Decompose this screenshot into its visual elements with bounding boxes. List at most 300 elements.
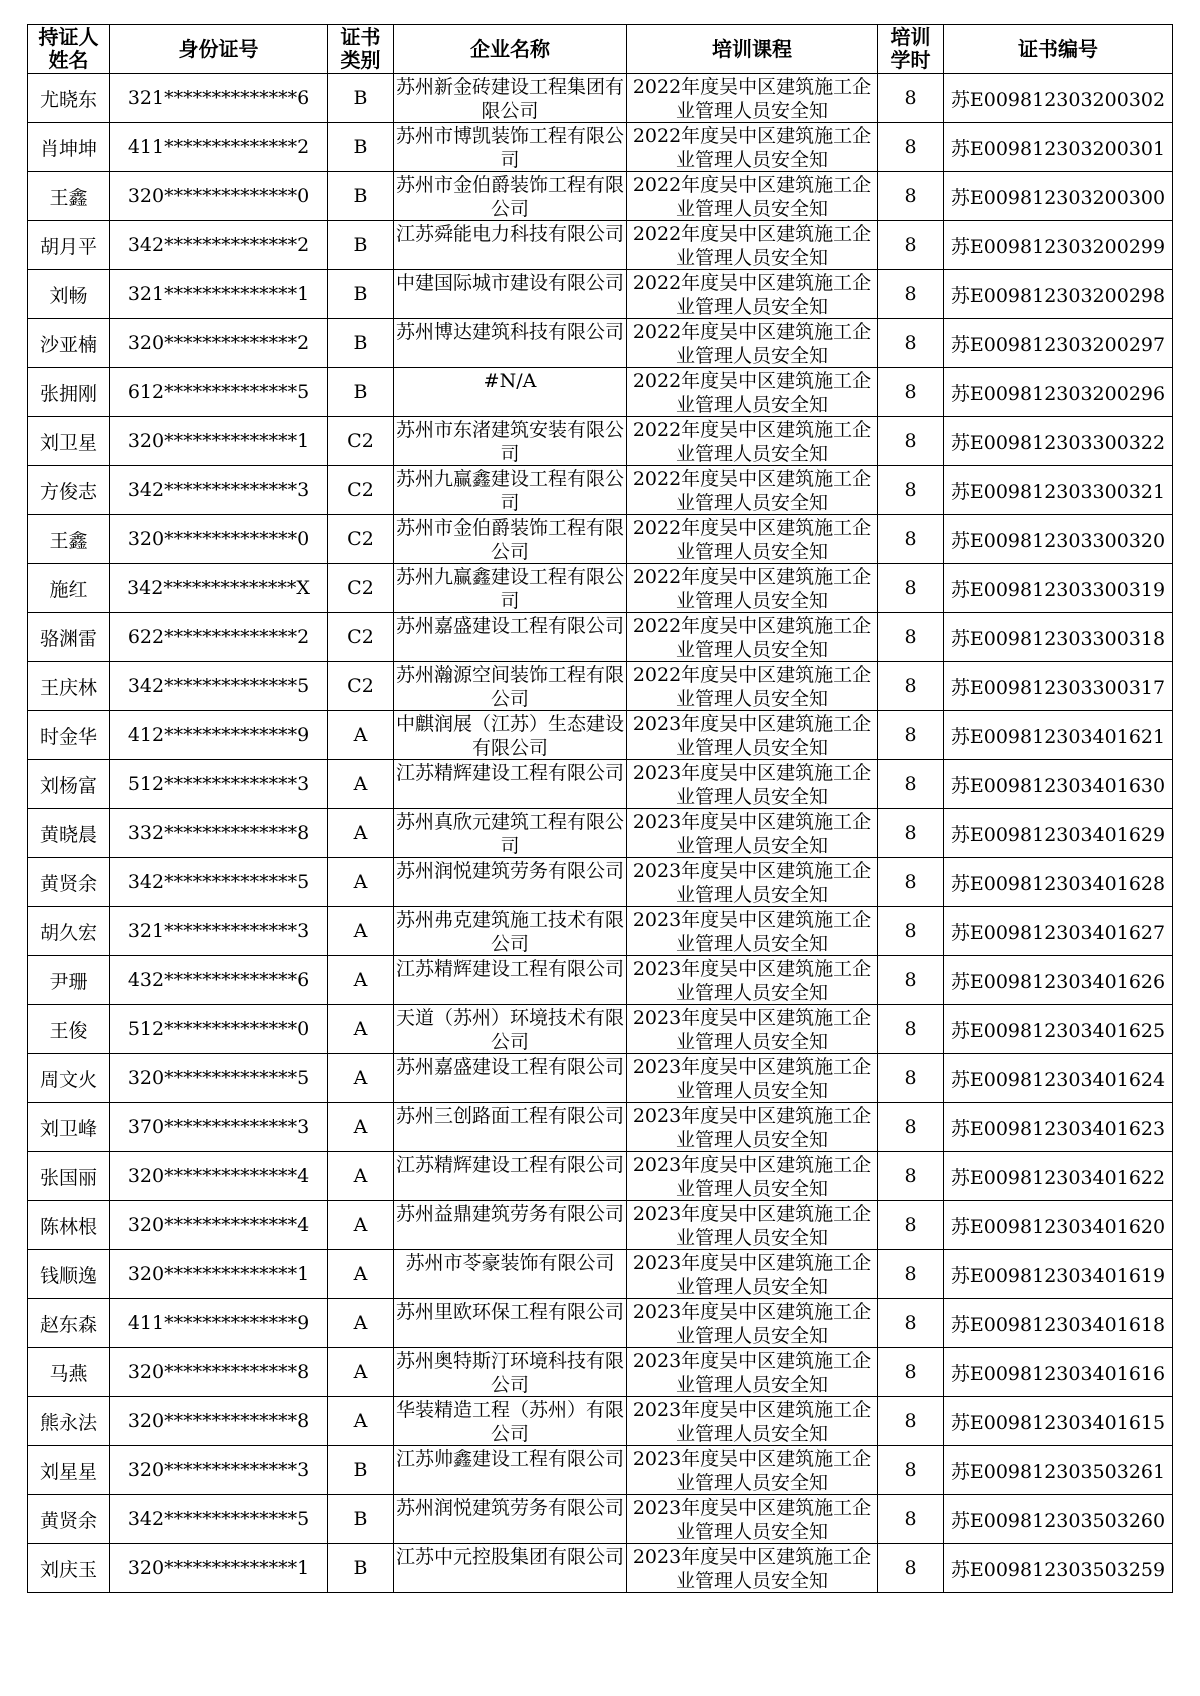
hours-cell: 8 [878,1152,944,1201]
table-body [28,74,1173,1593]
holder-name-cell: 黄贤余 [28,1495,110,1544]
company-cell [394,270,627,319]
category-cell: A [328,1299,394,1348]
category-cell: C2 [328,466,394,515]
course-cell [627,956,878,1005]
company-text: 苏州九赢鑫建设工程有限公司 [395,566,624,612]
certificate-table [27,24,1173,1593]
course-cell [627,1348,878,1397]
category-cell: B [328,74,394,123]
header-row [28,25,1173,74]
certificate-number-cell: 苏E009812303401625 [944,1005,1173,1054]
table-row [28,319,1173,368]
table-row [28,466,1173,515]
table-row [28,907,1173,956]
hours-cell: 8 [878,417,944,466]
course-text: 2022年度吴中区建筑施工企业管理人员安全知 [632,419,872,465]
category-cell: A [328,907,394,956]
id-number-cell: 320**************1 [110,1250,328,1299]
company-cell [394,1152,627,1201]
course-cell [627,564,878,613]
category-cell: B [328,221,394,270]
company-cell [394,123,627,172]
table-row [28,1054,1173,1103]
hours-cell: 8 [878,662,944,711]
course-text: 2022年度吴中区建筑施工企业管理人员安全知 [632,223,872,269]
holder-name-cell: 骆渊雷 [28,613,110,662]
id-number-cell: 342**************2 [110,221,328,270]
certificate-number-cell: 苏E009812303300319 [944,564,1173,613]
company-cell [394,1054,627,1103]
hours-cell: 8 [878,1054,944,1103]
course-cell [627,907,878,956]
id-number-cell: 320**************4 [110,1152,328,1201]
course-cell [627,1250,878,1299]
certificate-number-cell: 苏E009812303503259 [944,1544,1173,1593]
category-cell: A [328,956,394,1005]
table-row [28,662,1173,711]
course-text: 2023年度吴中区建筑施工企业管理人员安全知 [632,811,872,857]
company-text: 江苏舜能电力科技有限公司 [395,223,624,245]
holder-name-cell: 沙亚楠 [28,319,110,368]
course-text: 2022年度吴中区建筑施工企业管理人员安全知 [632,370,872,416]
company-text: 苏州嘉盛建设工程有限公司 [395,1056,624,1078]
table-row [28,1005,1173,1054]
table-row [28,1397,1173,1446]
company-text: 苏州润悦建筑劳务有限公司 [395,860,624,882]
course-text: 2023年度吴中区建筑施工企业管理人员安全知 [632,958,872,1004]
hours-cell: 8 [878,270,944,319]
holder-name-cell: 方俊志 [28,466,110,515]
company-text: 苏州市博凯装饰工程有限公司 [395,125,624,171]
certificate-number-cell: 苏E009812303200297 [944,319,1173,368]
course-cell [627,613,878,662]
course-text: 2023年度吴中区建筑施工企业管理人员安全知 [632,1546,872,1592]
holder-name-cell: 陈林根 [28,1201,110,1250]
id-number-cell: 342**************3 [110,466,328,515]
category-cell: A [328,809,394,858]
hours-cell: 8 [878,711,944,760]
course-text: 2023年度吴中区建筑施工企业管理人员安全知 [632,1350,872,1396]
course-cell [627,662,878,711]
certificate-number-cell: 苏E009812303401627 [944,907,1173,956]
holder-name-cell: 张国丽 [28,1152,110,1201]
id-number-cell: 320**************3 [110,1446,328,1495]
category-cell: A [328,711,394,760]
course-cell [627,1054,878,1103]
course-text: 2022年度吴中区建筑施工企业管理人员安全知 [632,174,872,220]
id-number-cell: 342**************5 [110,858,328,907]
course-text: 2023年度吴中区建筑施工企业管理人员安全知 [632,762,872,808]
table-row [28,711,1173,760]
id-number-cell: 320**************1 [110,417,328,466]
category-cell: A [328,1397,394,1446]
header-certificate-category [328,25,394,74]
certificate-number-cell: 苏E009812303401620 [944,1201,1173,1250]
id-number-cell: 342**************5 [110,662,328,711]
course-text: 2023年度吴中区建筑施工企业管理人员安全知 [632,1301,872,1347]
company-cell [394,172,627,221]
hours-cell: 8 [878,123,944,172]
course-cell [627,1544,878,1593]
category-cell: B [328,1495,394,1544]
course-cell [627,368,878,417]
table-row [28,1495,1173,1544]
company-cell [394,956,627,1005]
certificate-number-cell: 苏E009812303401623 [944,1103,1173,1152]
course-cell [627,270,878,319]
course-cell [627,74,878,123]
hours-cell: 8 [878,319,944,368]
certificate-number-cell: 苏E009812303300318 [944,613,1173,662]
course-cell [627,172,878,221]
id-number-cell: 320**************0 [110,515,328,564]
category-cell: B [328,270,394,319]
company-text: 苏州博达建筑科技有限公司 [395,321,624,343]
certificate-number-cell: 苏E009812303503261 [944,1446,1173,1495]
company-cell [394,515,627,564]
table-row [28,858,1173,907]
course-cell [627,1397,878,1446]
company-cell [394,760,627,809]
course-text: 2023年度吴中区建筑施工企业管理人员安全知 [632,1448,872,1494]
holder-name-cell: 黄贤余 [28,858,110,907]
hours-cell: 8 [878,172,944,221]
certificate-number-cell: 苏E009812303200296 [944,368,1173,417]
hours-cell: 8 [878,760,944,809]
company-text: 苏州市金伯爵装饰工程有限公司 [395,517,624,563]
company-cell [394,368,627,417]
company-text: 苏州真欣元建筑工程有限公司 [395,811,624,857]
certificate-number-cell: 苏E009812303401616 [944,1348,1173,1397]
hours-cell: 8 [878,1397,944,1446]
certificate-number-cell: 苏E009812303401629 [944,809,1173,858]
company-text: 苏州三创路面工程有限公司 [395,1105,624,1127]
course-text: 2023年度吴中区建筑施工企业管理人员安全知 [632,1399,872,1445]
id-number-cell: 412**************9 [110,711,328,760]
course-cell [627,466,878,515]
company-text: 江苏精辉建设工程有限公司 [395,958,624,980]
company-text: 苏州九赢鑫建设工程有限公司 [395,468,624,514]
header-certificate-number: 证书编号 [944,25,1173,74]
holder-name-cell: 赵东森 [28,1299,110,1348]
company-text: 苏州市东渚建筑安装有限公司 [395,419,624,465]
company-cell [394,1348,627,1397]
table-row [28,368,1173,417]
company-cell [394,1103,627,1152]
company-cell [394,74,627,123]
hours-cell: 8 [878,809,944,858]
company-text: 苏州里欧环保工程有限公司 [395,1301,624,1323]
table-row [28,1152,1173,1201]
id-number-cell: 612**************5 [110,368,328,417]
id-number-cell: 320**************8 [110,1348,328,1397]
course-cell [627,221,878,270]
category-cell: A [328,858,394,907]
course-cell [627,417,878,466]
course-cell [627,319,878,368]
certificate-number-cell: 苏E009812303300321 [944,466,1173,515]
company-text: 天道（苏州）环境技术有限公司 [395,1007,624,1053]
company-cell [394,613,627,662]
certificate-number-cell: 苏E009812303200298 [944,270,1173,319]
hours-cell: 8 [878,613,944,662]
company-cell [394,1250,627,1299]
course-cell [627,1152,878,1201]
holder-name-cell: 尹珊 [28,956,110,1005]
company-text: 苏州奥特斯汀环境科技有限公司 [395,1350,624,1396]
category-cell: C2 [328,662,394,711]
company-cell [394,711,627,760]
company-text: 苏州瀚源空间装饰工程有限公司 [395,664,624,710]
table-row [28,172,1173,221]
course-cell [627,1005,878,1054]
certificate-number-cell: 苏E009812303300317 [944,662,1173,711]
course-text: 2023年度吴中区建筑施工企业管理人员安全知 [632,1105,872,1151]
course-cell [627,809,878,858]
company-cell [394,662,627,711]
hours-cell: 8 [878,221,944,270]
holder-name-cell: 胡久宏 [28,907,110,956]
course-cell [627,1201,878,1250]
hours-cell: 8 [878,1299,944,1348]
company-cell [394,319,627,368]
certificate-number-cell: 苏E009812303200301 [944,123,1173,172]
hours-cell: 8 [878,1005,944,1054]
hours-cell: 8 [878,466,944,515]
company-cell [394,1201,627,1250]
category-cell: A [328,1250,394,1299]
certificate-number-cell: 苏E009812303200300 [944,172,1173,221]
course-text: 2022年度吴中区建筑施工企业管理人员安全知 [632,468,872,514]
company-text: 华装精造工程（苏州）有限公司 [395,1399,624,1445]
company-cell [394,1397,627,1446]
course-text: 2023年度吴中区建筑施工企业管理人员安全知 [632,909,872,955]
course-text: 2022年度吴中区建筑施工企业管理人员安全知 [632,321,872,367]
holder-name-cell: 王鑫 [28,515,110,564]
category-cell: A [328,1103,394,1152]
certificate-number-cell: 苏E009812303401630 [944,760,1173,809]
course-cell [627,123,878,172]
holder-name-cell: 钱顺逸 [28,1250,110,1299]
holder-name-cell: 马燕 [28,1348,110,1397]
category-cell: A [328,1201,394,1250]
company-cell [394,1446,627,1495]
course-text: 2023年度吴中区建筑施工企业管理人员安全知 [632,860,872,906]
course-cell [627,1446,878,1495]
id-number-cell: 320**************5 [110,1054,328,1103]
company-cell [394,858,627,907]
course-text: 2022年度吴中区建筑施工企业管理人员安全知 [632,615,872,661]
course-text: 2023年度吴中区建筑施工企业管理人员安全知 [632,1154,872,1200]
company-text: 中建国际城市建设有限公司 [395,272,624,294]
id-number-cell: 622**************2 [110,613,328,662]
table-row [28,1201,1173,1250]
company-text: 江苏精辉建设工程有限公司 [395,1154,624,1176]
company-text: 苏州润悦建筑劳务有限公司 [395,1497,624,1519]
id-number-cell: 320**************0 [110,172,328,221]
hours-cell: 8 [878,74,944,123]
course-cell [627,515,878,564]
holder-name-cell: 时金华 [28,711,110,760]
table-row [28,809,1173,858]
certificate-number-cell: 苏E009812303401624 [944,1054,1173,1103]
certificate-number-cell: 苏E009812303401628 [944,858,1173,907]
category-cell: B [328,1544,394,1593]
holder-name-cell: 施红 [28,564,110,613]
course-text: 2023年度吴中区建筑施工企业管理人员安全知 [632,713,872,759]
table-row [28,221,1173,270]
id-number-cell: 512**************3 [110,760,328,809]
category-cell: A [328,1005,394,1054]
company-text: 苏州新金砖建设工程集团有限公司 [395,76,624,122]
holder-name-cell: 张拥刚 [28,368,110,417]
certificate-number-cell: 苏E009812303300320 [944,515,1173,564]
holder-name-cell: 熊永法 [28,1397,110,1446]
category-cell: A [328,1348,394,1397]
course-text: 2023年度吴中区建筑施工企业管理人员安全知 [632,1007,872,1053]
hours-cell: 8 [878,1495,944,1544]
company-cell [394,809,627,858]
company-cell [394,1299,627,1348]
company-cell [394,1005,627,1054]
category-cell: A [328,1054,394,1103]
company-text: 苏州嘉盛建设工程有限公司 [395,615,624,637]
header-training-course: 培训课程 [627,25,878,74]
header-training-hours [878,25,944,74]
certificate-number-cell: 苏E009812303401622 [944,1152,1173,1201]
certificate-number-cell: 苏E009812303401615 [944,1397,1173,1446]
company-cell [394,1495,627,1544]
holder-name-cell: 刘星星 [28,1446,110,1495]
hours-cell: 8 [878,368,944,417]
id-number-cell: 321**************3 [110,907,328,956]
certificate-number-cell: 苏E009812303503260 [944,1495,1173,1544]
holder-name-cell: 黄晓晨 [28,809,110,858]
table-row [28,564,1173,613]
header-category-label: 证书类别 [340,25,381,72]
course-text: 2022年度吴中区建筑施工企业管理人员安全知 [632,517,872,563]
category-cell: C2 [328,417,394,466]
company-cell [394,221,627,270]
table-row [28,1348,1173,1397]
holder-name-cell: 周文火 [28,1054,110,1103]
category-cell: B [328,172,394,221]
company-text: 江苏中元控股集团有限公司 [395,1546,624,1568]
id-number-cell: 512**************0 [110,1005,328,1054]
id-number-cell: 320**************4 [110,1201,328,1250]
company-text: #N/A [483,370,537,392]
id-number-cell: 321**************6 [110,74,328,123]
hours-cell: 8 [878,1201,944,1250]
table-row [28,1250,1173,1299]
id-number-cell: 320**************2 [110,319,328,368]
company-text: 苏州市金伯爵装饰工程有限公司 [395,174,624,220]
id-number-cell: 332**************8 [110,809,328,858]
holder-name-cell: 刘畅 [28,270,110,319]
category-cell: B [328,1446,394,1495]
table-row [28,1544,1173,1593]
company-cell [394,466,627,515]
hours-cell: 8 [878,1446,944,1495]
category-cell: C2 [328,613,394,662]
hours-cell: 8 [878,1103,944,1152]
id-number-cell: 342**************5 [110,1495,328,1544]
course-cell [627,711,878,760]
certificate-number-cell: 苏E009812303401621 [944,711,1173,760]
table-row [28,74,1173,123]
course-text: 2022年度吴中区建筑施工企业管理人员安全知 [632,664,872,710]
holder-name-cell: 尤晓东 [28,74,110,123]
id-number-cell: 321**************1 [110,270,328,319]
hours-cell: 8 [878,956,944,1005]
hours-cell: 8 [878,515,944,564]
company-cell [394,907,627,956]
hours-cell: 8 [878,858,944,907]
table-row [28,270,1173,319]
certificate-number-cell: 苏E009812303300322 [944,417,1173,466]
header-hours-label: 培训学时 [890,25,931,72]
holder-name-cell: 肖坤坤 [28,123,110,172]
course-cell [627,760,878,809]
table-row [28,956,1173,1005]
category-cell: C2 [328,564,394,613]
course-cell [627,858,878,907]
id-number-cell: 370**************3 [110,1103,328,1152]
category-cell: A [328,1152,394,1201]
holder-name-cell: 刘卫星 [28,417,110,466]
certificate-number-cell: 苏E009812303200299 [944,221,1173,270]
hours-cell: 8 [878,564,944,613]
company-text: 苏州市苓豪装饰有限公司 [405,1252,615,1274]
course-cell [627,1103,878,1152]
course-text: 2023年度吴中区建筑施工企业管理人员安全知 [632,1203,872,1249]
category-cell: C2 [328,515,394,564]
category-cell: B [328,368,394,417]
holder-name-cell: 刘卫峰 [28,1103,110,1152]
table-row [28,760,1173,809]
company-text: 苏州益鼎建筑劳务有限公司 [395,1203,624,1225]
course-text: 2023年度吴中区建筑施工企业管理人员安全知 [632,1252,872,1298]
course-text: 2022年度吴中区建筑施工企业管理人员安全知 [632,125,872,171]
table-row [28,1299,1173,1348]
holder-name-cell: 胡月平 [28,221,110,270]
header-holder-label: 持证人姓名 [38,25,99,72]
category-cell: B [328,123,394,172]
table-row [28,613,1173,662]
category-cell: A [328,760,394,809]
course-text: 2022年度吴中区建筑施工企业管理人员安全知 [632,272,872,318]
header-company-name: 企业名称 [394,25,627,74]
hours-cell: 8 [878,1348,944,1397]
hours-cell: 8 [878,907,944,956]
holder-name-cell: 王庆林 [28,662,110,711]
course-text: 2022年度吴中区建筑施工企业管理人员安全知 [632,76,872,122]
company-text: 江苏帅鑫建设工程有限公司 [395,1448,624,1470]
table-row [28,1103,1173,1152]
id-number-cell: 432**************6 [110,956,328,1005]
course-cell [627,1299,878,1348]
course-text: 2023年度吴中区建筑施工企业管理人员安全知 [632,1056,872,1102]
table-row [28,123,1173,172]
id-number-cell: 342**************X [110,564,328,613]
certificate-number-cell: 苏E009812303200302 [944,74,1173,123]
holder-name-cell: 王鑫 [28,172,110,221]
company-cell [394,1544,627,1593]
course-text: 2022年度吴中区建筑施工企业管理人员安全知 [632,566,872,612]
hours-cell: 8 [878,1250,944,1299]
company-text: 江苏精辉建设工程有限公司 [395,762,624,784]
